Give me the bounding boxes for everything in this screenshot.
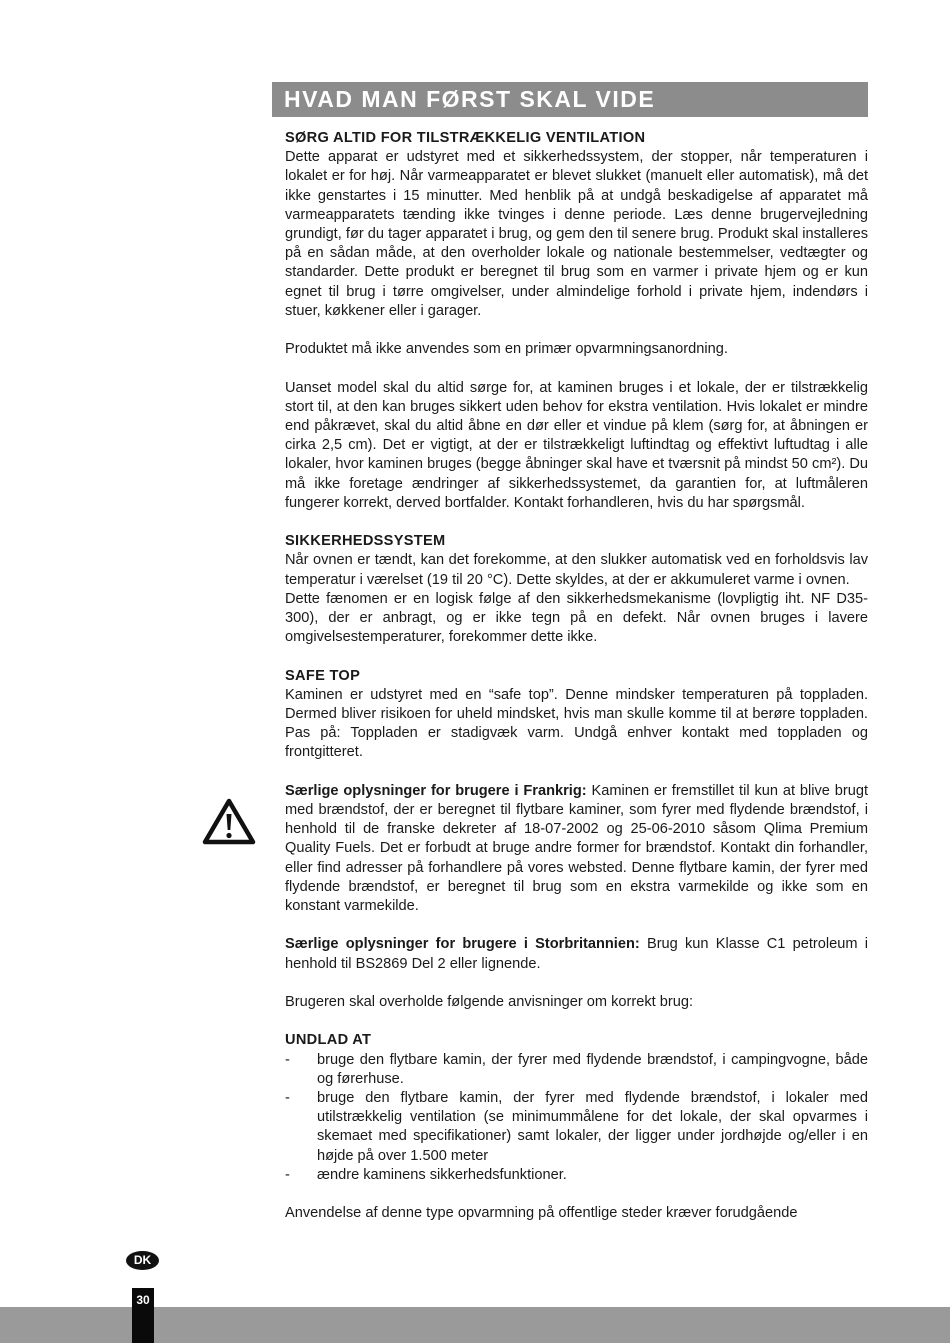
france-notice-lead: Særlige oplysninger for brugere i Frankrig: (285, 782, 587, 799)
usage-instructions-intro: Brugeren skal overholde følgende anvisninger om korrekt brug: (285, 994, 694, 1011)
warning-triangle-icon (202, 798, 256, 846)
section-heading-avoid: UNDLAD AT (285, 1032, 372, 1049)
section-heading-safetop: SAFE TOP (285, 667, 361, 684)
france-notice-text: Kaminen er fremstillet til kun at blive brugt med brændstof, der er beregnet til flytbare kaminer, som fyrer med flydende brændstof, i henhold til de franske dekreter af 18-07-2002 og 25-06-2010 såsom Qlima Premium Quality Fuels. Det er forbudt at bruge andre former for brændstof. Kontakt din forhandler, eller find adresser på forhandlere på vores websted. Denne flytbare kamin, der fyrer med flydende brændstof, er beregnet til brug som en ekstra varmekilde og ikke som en konstant varmekilde. (285, 782, 869, 915)
avoid-list (285, 1051, 868, 1185)
safety-paragraph-2: Dette fænomen er en logisk følge af den sikkerhedsmekanisme (lovpligtig iht. NF D35-300), der er anbragt, og er ikke tegn på en defekt. Når ovnen bruges i lavere omgivelsestemperaturer, forekommer dette ikke. (285, 590, 868, 646)
uk-notice-lead: Særlige oplysninger for brugere i Storbritannien: (285, 936, 640, 953)
france-notice (285, 782, 868, 916)
uk-notice-text: Brug kun Klasse C1 petroleum i henhold til BS2869 Del 2 eller lignende. (285, 936, 868, 972)
list-item: - bruge den flytbare kamin, der fyrer med flydende brændstof, i campingvogne, både og førerhuse. (285, 1051, 868, 1089)
uk-notice (285, 935, 868, 973)
list-item: - ændre kaminens sikkerhedsfunktioner. (285, 1166, 868, 1185)
section-heading-safety: SIKKERHEDSSYSTEM (285, 533, 446, 550)
ventilation-paragraph-1: Dette apparat er udstyret med et sikkerhedssystem, der stopper, når temperaturen i lokalet er for høj. Når varmeapparatet er blevet slukket (manuelt eller automatisk), må det ikke genstartes i 15 minutter. Med henblik på at undgå beskadigelse af apparatet må varmeapparatets tænding ikke tvinges i denne periode. Læs denne brugervejledning grundigt, før du tager apparatet i brug, og gem den til senere brug. Produkt skal installeres på en sådan måde, at den overholder lokale og nationale bestemmelser, vedtægter og standarder. Dette produkt er beregnet til brug som en varmer i private hjem og er kun egnet til brug i tørre omgivelser, under almindelige forhold i private hjem, indendørs i stuer, køkkener eller i garager. (285, 149, 868, 319)
closing-paragraph: Anvendelse af denne type opvarmning på offentlige steder kræver forudgående (285, 1205, 798, 1222)
section-heading-ventilation: SØRG ALTID FOR TILSTRÆKKELIG VENTILATION (285, 130, 646, 146)
page-number: 30 (132, 1288, 154, 1343)
page-title: HVAD MAN FØRST SKAL VIDE (272, 82, 868, 117)
ventilation-paragraph-2: Produktet må ikke anvendes som en primær opvarmningsanordning. (285, 341, 728, 358)
list-item: - bruge den flytbare kamin, der fyrer med flydende brændstof, i lokaler med utilstrækkelig ventilation (se minimummålene for det lokale, der skal opvarmes i skemaet med specifikationer) samt lokaler, der ligger under jordhøjde og/eller i en højde på over 1.500 meter (285, 1089, 868, 1166)
safety-paragraph-1: Når ovnen er tændt, kan det forekomme, at den slukker automatisk ved en forholdsvis lav temperatur i værelset (19 til 20 °C). Dette skyldes, at der er akkumuleret varme i ovnen. (285, 552, 868, 588)
safetop-paragraph-1: Kaminen er udstyret med en “safe top”. Denne mindsker temperaturen på toppladen. Dermed bliver risikoen for uheld mindsket, hvis man skulle komme til at berøre toppladen. Pas på: Toppladen er stadigvæk varm. Undgå enhver kontakt med toppladen og frontgitteret. (285, 686, 868, 761)
ventilation-paragraph-3: Uanset model skal du altid sørge for, at kaminen bruges i et lokale, der er tilstrækkelig stort til, at den kan bruges sikkert uden behov for ekstra ventilation. Hvis lokalet er mindre end påkrævet, skal du altid åbne en dør eller et vindue på klem (sørg for, at åbningen er cirka 2,5 cm). Det er vigtigt, at der er tilstrækkeligt luftindtag og effektivt luftudtag i alle lokaler, hvor kaminen bruges (begge åbninger skal have et tværsnit på mindst 50 cm²). Du må ikke foretage ændringer af sikkerhedssystemet, da garantien for, at luftmåleren fungerer korrekt, derved bortfalder. Kontakt forhandleren, hvis du har spørgsmål. (285, 379, 868, 511)
document-body (285, 129, 868, 1223)
language-badge: DK (126, 1251, 159, 1270)
